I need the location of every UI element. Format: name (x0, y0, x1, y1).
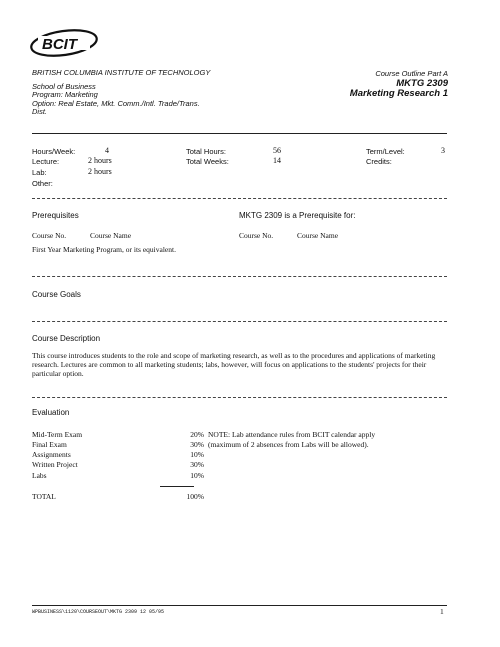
eval-item-pct: 20% (190, 430, 204, 439)
prereq-title: Prerequisites (32, 211, 79, 220)
total-weeks-label: Total Weeks: (186, 157, 229, 166)
prereq-text: First Year Marketing Program, or its equivalent. (32, 245, 176, 254)
course-title: Marketing Research 1 (349, 88, 448, 99)
description-text: This course introduces students to the role and scope of marketing research, as well as to the procedures and applications of marketing research. Lectures are common to all marketing students; labs, however, will focus on applications to the students' projects for their particular option. (32, 351, 436, 378)
eval-item-name: Final Exam (32, 440, 67, 449)
eval-item-pct: 30% (190, 440, 204, 449)
evaluation-title: Evaluation (32, 408, 70, 417)
total-rule (160, 486, 194, 487)
footer-ref: WPBUSINESS\1120\COURSEOUT\MKTG 2309 12 05/95 (32, 609, 165, 615)
option-line-1: Option: Real Estate, Mkt. Comm./Intl. Trade/Trans. (32, 98, 200, 108)
other-label: Other: (32, 179, 53, 188)
prereq-col-name: Course Name (90, 231, 132, 240)
lecture-label: Lecture: (32, 157, 60, 166)
hours-week-value: 4 (105, 146, 109, 155)
eval-item-pct: 10% (190, 471, 204, 480)
hours-divider (32, 198, 447, 199)
prereq-for-title: MKTG 2309 is a Prerequisite for: (239, 211, 356, 220)
goals-divider (32, 321, 447, 322)
eval-item-name: Written Project (32, 460, 78, 469)
eval-item-pct: 10% (190, 450, 204, 459)
footer-divider (32, 605, 447, 606)
header-right (350, 69, 448, 99)
term-value: 3 (441, 146, 445, 155)
program-name: Program: Marketing (32, 90, 98, 99)
goals-title: Course Goals (32, 290, 81, 299)
eval-item-name: Labs (32, 471, 47, 480)
credits-label: Credits: (366, 157, 392, 166)
svg-text:BCIT: BCIT (42, 36, 77, 53)
description-divider (32, 397, 447, 398)
eval-item-name: Mid-Term Exam (32, 430, 83, 439)
bcit-logo (28, 26, 100, 60)
prereq-divider (32, 276, 447, 277)
school-name: School of Business (32, 81, 96, 91)
total-weeks-value: 14 (273, 156, 281, 165)
prereq-for-col-name: Course Name (297, 231, 339, 240)
hours-week-label: Hours/Week: (32, 147, 76, 156)
institute-name: BRITISH COLUMBIA INSTITUTE OF TECHNOLOGY (32, 68, 211, 77)
header-left (32, 69, 210, 117)
evaluation-note (208, 430, 375, 450)
lab-label: Lab: (32, 168, 47, 177)
course-code: MKTG 2309 (396, 78, 448, 89)
eval-item-pct: 30% (190, 460, 204, 469)
eval-item-name: Assignments (32, 450, 71, 459)
eval-total-label: TOTAL (32, 492, 56, 501)
prereq-col-no: Course No. (32, 231, 67, 240)
option-line-2: Dist. (32, 107, 47, 116)
eval-total-value: 100% (186, 492, 204, 501)
page-number: 1 (440, 607, 444, 616)
doc-type: Course Outline Part A (375, 69, 448, 78)
total-hours-value: 56 (273, 146, 281, 155)
lecture-value: 2 hours (88, 156, 112, 165)
lab-value: 2 hours (88, 167, 112, 176)
prereq-for-col-no: Course No. (239, 231, 274, 240)
note-line-2: (maximum of 2 absences from Labs will be allowed). (208, 440, 369, 449)
description-title: Course Description (32, 334, 101, 343)
header-divider (32, 133, 447, 134)
term-label: Term/Level: (366, 147, 405, 156)
note-line-1: NOTE: Lab attendance rules from BCIT calendar apply (208, 430, 376, 439)
total-hours-label: Total Hours: (186, 147, 227, 156)
